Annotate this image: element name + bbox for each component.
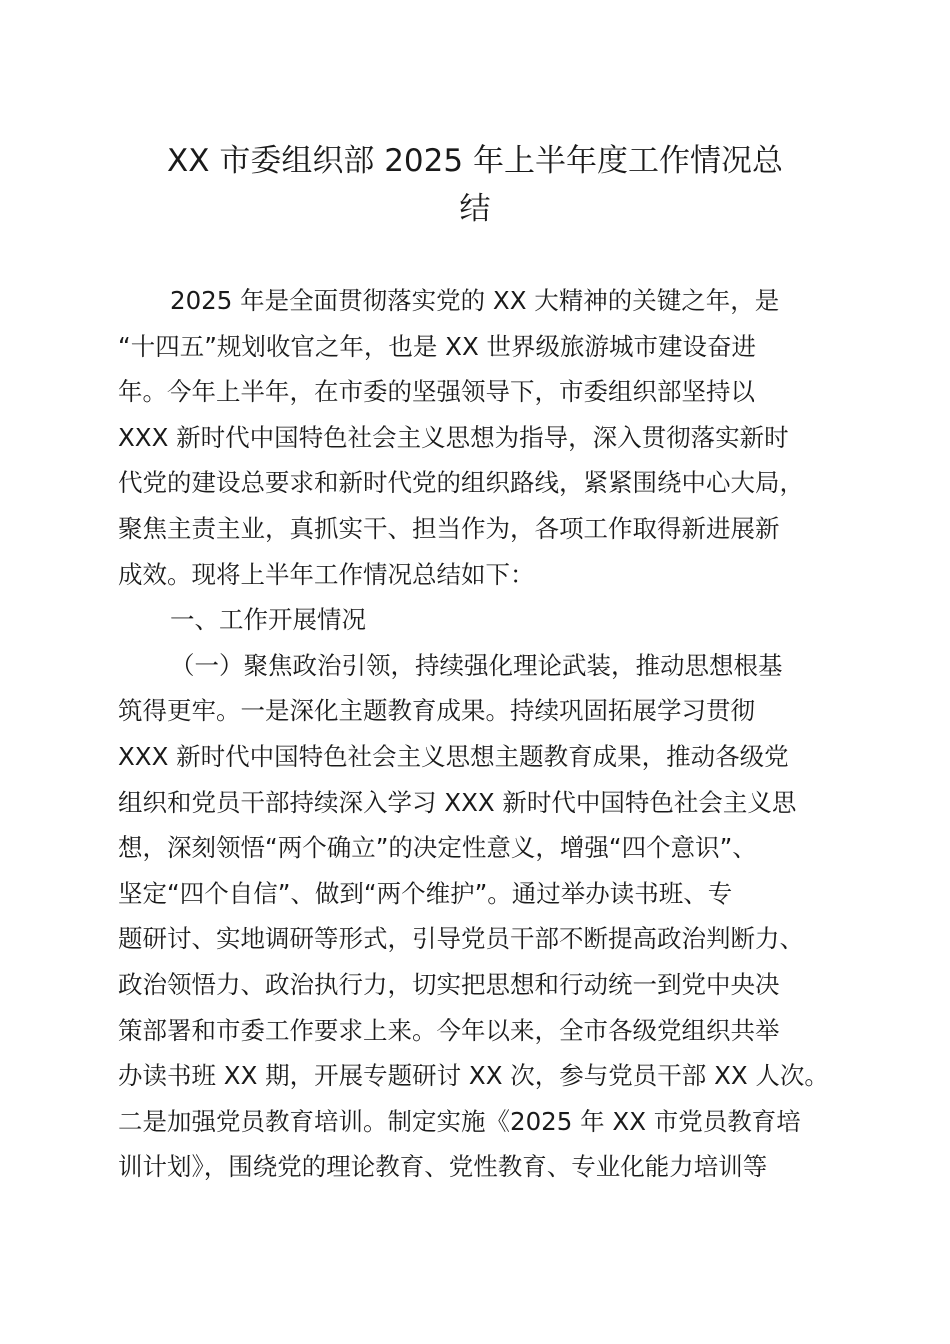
paragraph-line: 组织和党员干部持续深入学习 XXX 新时代中国特色社会主义思	[118, 787, 797, 817]
paragraph-line: 策部署和市委工作要求上来。今年以来，全市各级党组织共举	[118, 1015, 780, 1045]
paragraph-line: “十四五”规划收官之年，也是 XX 世界级旅游城市建设奋进	[118, 331, 757, 361]
paragraph-line: 代党的建设总要求和新时代党的组织路线，紧紧围绕中心大局，	[118, 468, 804, 498]
paragraph-line: 年。今年上半年，在市委的坚强领导下，市委组织部坚持以	[118, 377, 755, 407]
title-line-1: XX 市委组织部 2025 年上半年度工作情况总	[167, 143, 783, 179]
subsection-heading: （一）聚焦政治引领，持续强化理论武装，推动思想根基	[170, 650, 783, 680]
paragraph-line: 想，深刻领悟“两个确立”的决定性意义，增强“四个意识”、	[118, 833, 757, 863]
paragraph-line: 筑得更牢。一是深化主题教育成果。持续巩固拓展学习贯彻	[118, 696, 755, 726]
paragraph-line: 题研讨、实地调研等形式，引导党员干部不断提高政治判断力、	[118, 924, 804, 954]
title-line-2: 结	[459, 191, 491, 227]
paragraph-line: XXX 新时代中国特色社会主义思想主题教育成果，推动各级党	[118, 741, 789, 771]
paragraph-line: 2025 年是全面贯彻落实党的 XX 大精神的关键之年，是	[170, 286, 780, 315]
paragraph-line: 成效。现将上半年工作情况总结如下：	[118, 559, 535, 589]
paragraph-line: 政治领悟力、政治执行力，切实把思想和行动统一到党中央决	[118, 969, 780, 999]
document-body	[118, 278, 838, 1190]
paragraph-line: 二是加强党员教育培训。制定实施《2025 年 XX 市党员教育培	[118, 1106, 801, 1136]
paragraph-line: XXX 新时代中国特色社会主义思想为指导，深入贯彻落实新时	[118, 422, 789, 452]
paragraph-line: 训计划》，围绕党的理论教育、党性教育、专业化能力培训等	[118, 1152, 768, 1182]
paragraph-line: 聚焦主责主业，真抓实干、担当作为，各项工作取得新进展新	[118, 513, 780, 543]
document-title	[110, 137, 840, 233]
paragraph-line: 办读书班 XX 期，开展专题研讨 XX 次，参与党员干部 XX 人次。	[118, 1061, 829, 1091]
paragraph-line: 坚定“四个自信”、做到“两个维护”。通过举办读书班、专	[118, 878, 733, 908]
section-heading: 一、工作开展情况	[170, 605, 366, 635]
